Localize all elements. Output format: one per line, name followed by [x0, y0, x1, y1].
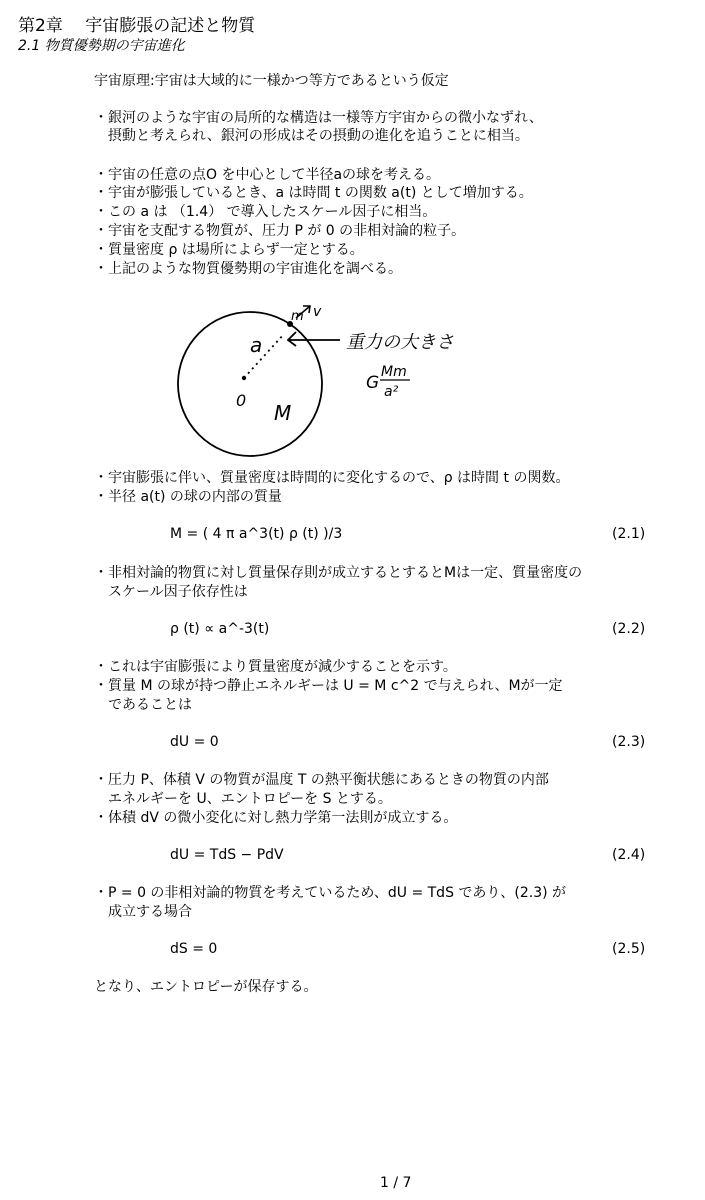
label-a: a — [250, 333, 263, 357]
bullet-line: ・P = 0 の非相対論的物質を考えているため、dU = TdS であり、(2.3) が — [94, 885, 567, 901]
equation-2-1: M = ( 4 π a^3(t) ρ (t) )/3 — [170, 526, 343, 542]
page-number: 1 / 7 — [380, 1175, 412, 1191]
equation-number: (2.1) — [612, 526, 646, 542]
bullet-line: 成立する場合 — [94, 904, 192, 920]
equation-number: (2.3) — [612, 734, 646, 750]
label-m: m — [291, 309, 304, 324]
bullet-line: ・非相対論的物質に対し質量保存則が成立するとするとMは一定、質量密度の — [94, 565, 583, 581]
formula-denominator: a² — [384, 384, 399, 400]
section-title: 2.1 物質優勢期の宇宙進化 — [18, 38, 185, 54]
bullet-line: ・圧力 P、体積 V の物質が温度 T の熱平衡状態にあるときの物質の内部 — [94, 772, 549, 788]
bullet-line: スケール因子依存性は — [94, 584, 248, 600]
equation-2-4: dU = TdS − PdV — [170, 847, 284, 863]
equation-2-5: dS = 0 — [170, 941, 218, 957]
center-point — [242, 376, 246, 380]
chapter-title: 第2章 宇宙膨張の記述と物質 — [18, 16, 256, 36]
bullet-line: ・銀河のような宇宙の局所的な構造は一様等方宇宙からの微小なずれ、 — [94, 110, 543, 126]
bullet-line: ・体積 dV の微小変化に対し熱力学第一法則が成立する。 — [94, 810, 458, 826]
bullet-line: ・半径 a(t) の球の内部の質量 — [94, 489, 282, 505]
formula-numerator: Mm — [381, 364, 407, 380]
equation-number: (2.5) — [612, 941, 646, 957]
label-total-mass: M — [274, 401, 292, 425]
equation-2-3: dU = 0 — [170, 734, 219, 750]
bullet-line: エネルギーを U、エントロピーを S とする。 — [94, 791, 392, 807]
gravity-note: 重力の大きさ — [346, 332, 454, 353]
bullet-line: であることは — [94, 697, 192, 713]
bullet-line: ・質量密度 ρ は場所によらず一定とする。 — [94, 242, 364, 258]
bullet-line: ・この a は （1.4） で導入したスケール因子に相当。 — [94, 204, 437, 220]
bullet-line: ・宇宙が膨張しているとき、a は時間 t の関数 a(t) として増加する。 — [94, 185, 533, 201]
conclusion-text: となり、エントロピーが保存する。 — [94, 979, 318, 995]
equation-number: (2.4) — [612, 847, 646, 863]
bullet-line: ・質量 M の球が持つ静止エネルギーは U = M c^2 で与えられ、Mが一定 — [94, 678, 563, 694]
bullet-line: ・上記のような物質優勢期の宇宙進化を調べる。 — [94, 261, 402, 277]
bullet-line: ・宇宙の任意の点O を中心として半径aの球を考える。 — [94, 167, 441, 183]
equation-number: (2.2) — [612, 621, 646, 637]
bullet-line: ・これは宇宙膨張により質量密度が減少することを示す。 — [94, 659, 457, 675]
bullet-line: 摂動と考えられ、銀河の形成はその摂動の進化を追うことに相当。 — [94, 128, 529, 144]
equation-2-2: ρ (t) ∝ a^-3(t) — [170, 621, 270, 637]
label-origin: 0 — [236, 391, 247, 410]
gravity-arrow-icon — [288, 332, 340, 346]
bullet-line: ・宇宙を支配する物質が、圧力 P が 0 の非相対論的粒子。 — [94, 223, 466, 239]
label-v: v — [313, 304, 322, 320]
bullet-line: ・宇宙膨張に伴い、質量密度は時間的に変化するので、ρ は時間 t の関数。 — [94, 470, 570, 486]
cosmological-principle: 宇宙原理:宇宙は大域的に一様かつ等方であるという仮定 — [94, 73, 449, 89]
formula-g: G — [366, 373, 380, 393]
sphere-figure — [170, 296, 500, 476]
